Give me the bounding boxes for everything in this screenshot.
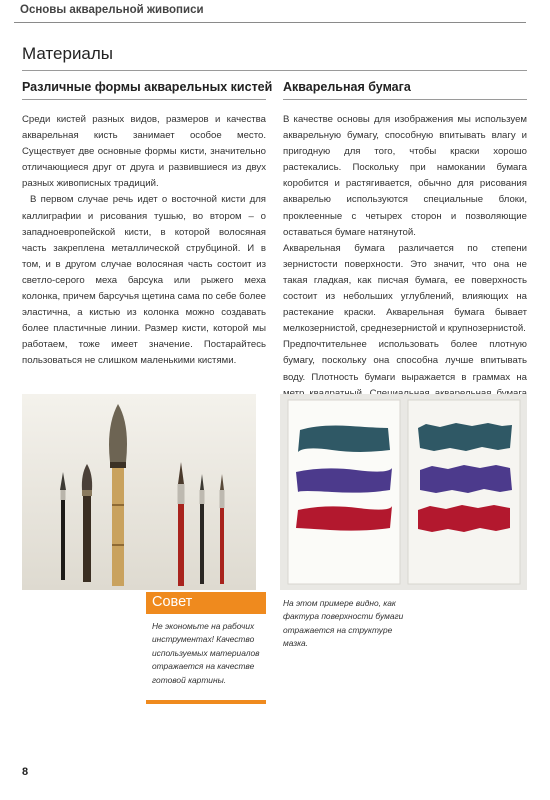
right-paragraph-3: Предпочтительнее использовать более плотную бумагу, поскольку она способна лучше впитывать воду. Плотность бумаги выражается в граммах на (283, 339, 527, 383)
running-title: Основы акварельной живописи (20, 4, 204, 16)
tip-box (146, 592, 266, 704)
brushes-illustration (22, 394, 256, 590)
paper-samples-illustration (280, 394, 527, 590)
brush-2 (82, 464, 92, 582)
title-divider (22, 70, 527, 71)
left-column-heading: Различные формы акварельных кистей (22, 80, 273, 94)
brush-4 (178, 462, 185, 586)
rough-paper-sheet (408, 400, 520, 584)
brush-6 (220, 474, 225, 584)
tip-header (146, 592, 266, 614)
left-heading-rule (22, 99, 266, 100)
right-heading-rule (283, 99, 527, 100)
section-title: Материалы (22, 44, 114, 63)
brushes-photo (22, 394, 256, 590)
left-paragraph-1: Среди кистей разных видов, размеров и качества акварельная кисть занимает особое место. Существует две основные формы кисти, значительно отличающиеся друг от друга и развившиеся из двух разных живописных традиций. (22, 114, 266, 190)
tip-title: Совет (152, 594, 193, 610)
paper-samples-photo (280, 394, 527, 590)
brush-5 (200, 474, 205, 584)
smooth-paper-sheet (288, 400, 400, 584)
running-header (14, 0, 526, 23)
paper-caption: На этом примере видно, как фактура поверхности бумаги отражается на структуре мазка. (283, 598, 404, 649)
page-number: 8 (22, 766, 29, 778)
left-paragraph-2: В первом случае речь идет о восточной кисти для каллиграфии и рисования тушью, во втором – о западноевропейской кисти, в которой волосяная часть закреплена металлической струбциной. И в том, и в другом случае волосяная часть состоит из светло-серого меха барсука или рыжего меха колонка, причем барсучья щетина сама по себе более эластична, а кистью из колонка можно создавать более пластичные линии. Размер кисти, которой мы работаем, тоже имеет значение. Постарайтесь пользоваться не слишком маленькими кистями. (22, 194, 266, 367)
tip-text: Не экономьте на рабочих инструментах! Качество используемых материалов отражается на качестве готовой картины. (152, 621, 260, 685)
right-column-body (283, 112, 527, 418)
right-paragraph-1: В качестве основы для изображения мы используем акварельную бумагу, способную впитывать влагу и пригодную для того, чтобы краски хорошо растекались. Поскольку при намокании бумага коробится и растягивается, обычно для рисования акварелью используются специальные блоки, проклеенные с четырех сторон и позволяющие оставаться бумаге натянутой. (283, 114, 527, 238)
right-paragraph-2: Акварельная бумага различается по степени зернистости поверхности. Это значит, что она не такая гладкая, как писчая бумага, ее поверхность состоит из небольших углублений, влияющих на растекание краски. Акварельная бумага бывает мелкозернистой, среднезернистой и крупнозернистой. (283, 242, 527, 335)
left-column-body (22, 112, 266, 370)
tip-bottom-bar (146, 700, 266, 704)
right-column-heading: Акварельная бумага (283, 80, 411, 94)
